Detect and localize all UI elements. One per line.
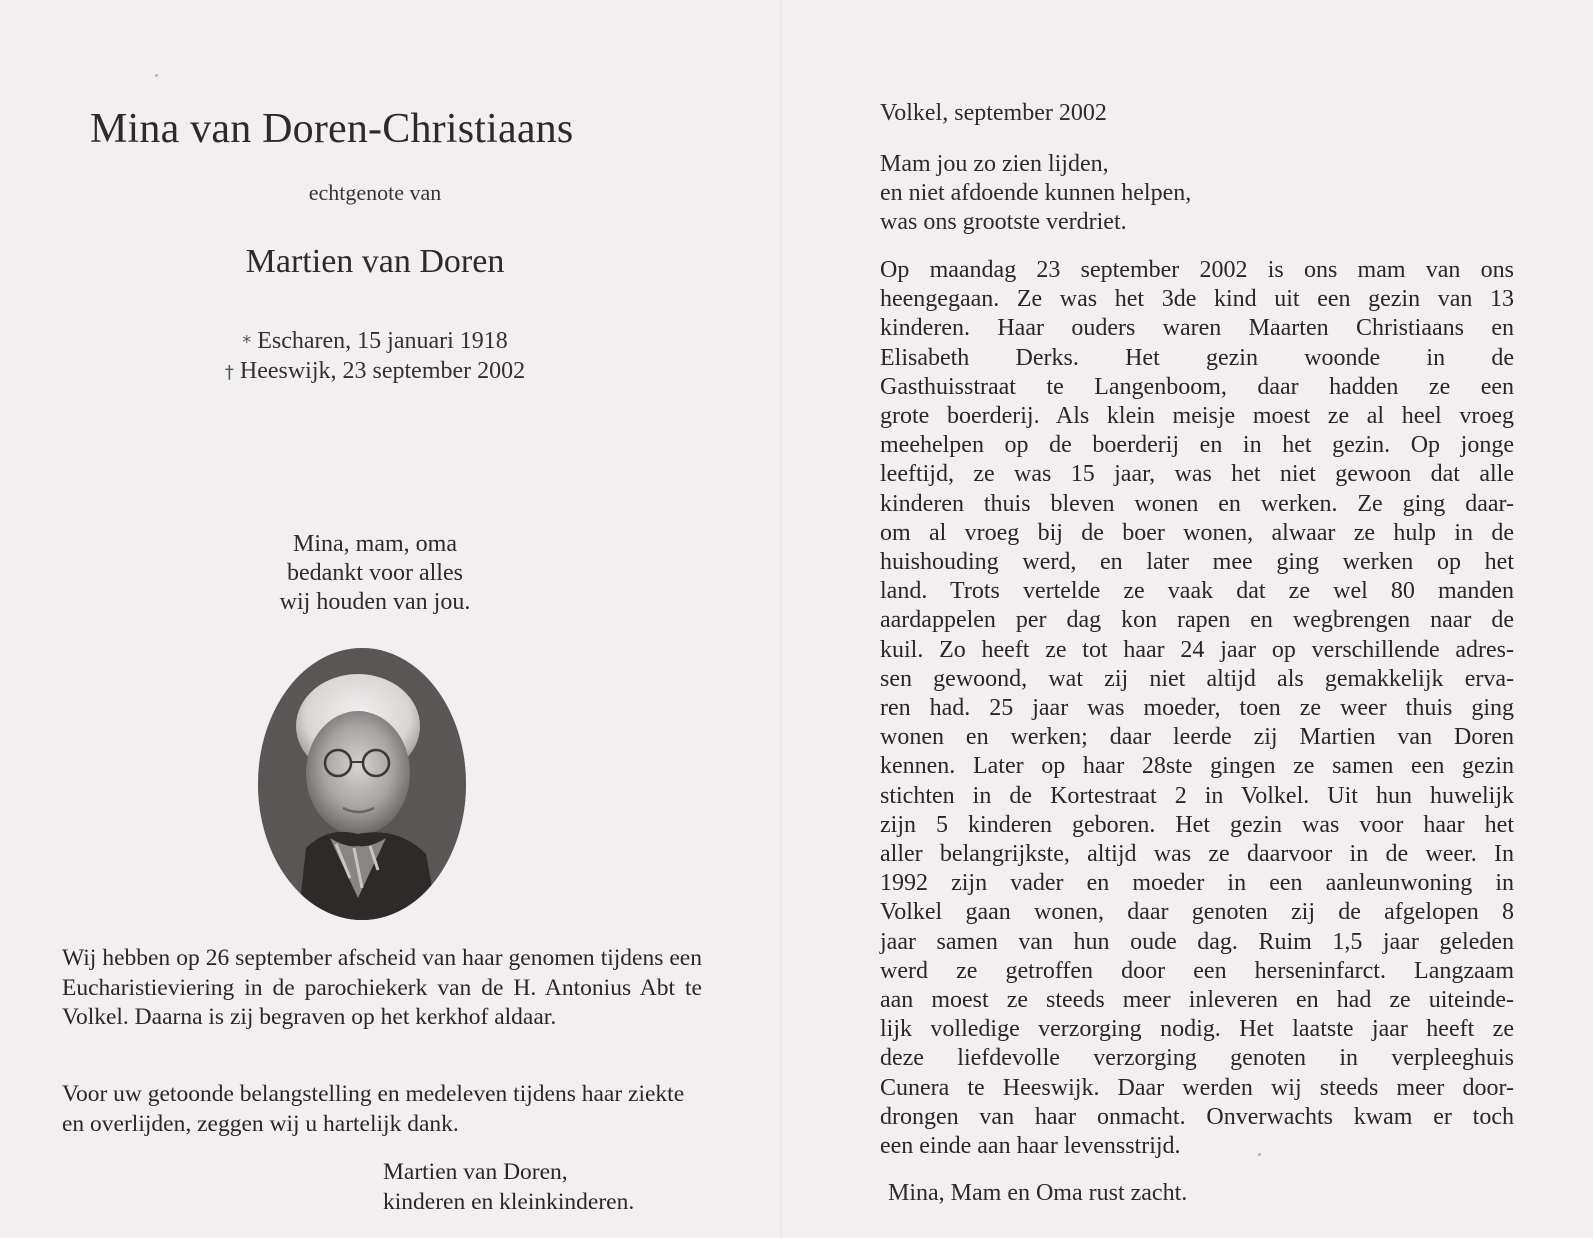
portrait-photo — [258, 648, 466, 920]
death-symbol: † — [224, 362, 234, 383]
story-line: Volkel gaan wonen, daar genoten zij de afgelopen 8 — [880, 899, 1514, 926]
story-line: drongen van haar onmacht. Onverwachts kwam er toch — [880, 1103, 1514, 1130]
story-line: kennen. Later op haar 28ste gingen ze samen een gezin — [880, 753, 1514, 780]
story-line: aan moest ze steeds meer inleveren en had ze uiteinde- — [880, 987, 1514, 1014]
story-line: grote boerderij. Als klein meisje moest ze al heel vroeg — [880, 403, 1514, 430]
story-line: Gasthuisstraat te Langenboom, daar hadden ze een — [880, 373, 1514, 400]
story-line: werd ze getroffen door een herseninfarct. Langzaam — [880, 957, 1514, 984]
story-line: land. Trots vertelde ze vaak dat ze wel 80 manden — [880, 578, 1514, 605]
story-line: wonen en werken; daar leerde zij Martien van Doren — [880, 724, 1514, 751]
story-line: huishouding werd, en later mee ging werken op het — [880, 549, 1514, 576]
closing-line: Mina, Mam en Oma rust zacht. — [888, 1180, 1188, 1206]
death-date: Heeswijk, 23 september 2002 — [239, 358, 526, 384]
story-line: leeftijd, ze was 15 jaar, was het niet gewoon dat alle — [880, 461, 1514, 488]
story-line: deze liefdevolle verzorging genoten in verpleeghuis — [880, 1045, 1514, 1072]
life-story — [880, 256, 1514, 1161]
right-poem — [880, 150, 1380, 237]
paper-speck — [155, 74, 158, 77]
story-line: meehelpen op de boerderij en in het gezin. Op jonge — [880, 432, 1514, 459]
story-line: kuil. Zo heeft ze tot haar 24 jaar op verschillende adres- — [880, 636, 1514, 663]
thanks-paragraph: Voor uw getoonde belangstelling en medeleven tijdens haar ziekte en overlijden, zeggen wij u hartelijk dank. — [62, 1081, 685, 1137]
birth-line — [0, 327, 750, 357]
spouse-name: Martien van Doren — [245, 243, 505, 280]
story-line: jaar samen van hun oude dag. Ruim 1,5 jaar geleden — [880, 928, 1514, 955]
story-line: om al vroeg bij de boer wonen, alwaar ze hulp in de — [880, 519, 1514, 546]
poem-line: Mina, mam, oma — [293, 531, 457, 557]
death-line — [0, 357, 750, 387]
signature-line: kinderen en kleinkinderen. — [383, 1188, 635, 1215]
story-line: een einde aan haar levensstrijd. — [880, 1133, 1181, 1160]
story-line: aardappelen per dag kon rapen en wegbrengen naar de — [880, 607, 1514, 634]
story-line: 1992 zijn vader en moeder in een aanleunwoning in — [880, 870, 1514, 897]
spouse-label: echtgenote van — [308, 180, 442, 205]
left-poem — [0, 530, 750, 617]
farewell-paragraph: Wij hebben op 26 september afscheid van haar genomen tijdens een Eucharistieviering in de parochiekerk van de H. Antonius Abt te Volkel. Daarna is zij begraven op het kerkhof aldaar. — [62, 945, 702, 1030]
poem-line: wij houden van jou. — [279, 589, 471, 615]
story-line: lijk volledige verzorging nodig. Het laatste jaar heeft ze — [880, 1016, 1514, 1043]
birth-date: Escharen, 15 januari 1918 — [257, 328, 508, 354]
story-line: heengegaan. Ze was het 3de kind uit een gezin van 13 — [880, 286, 1514, 313]
poem-line: was ons grootste verdriet. — [880, 209, 1127, 235]
story-line: Elisabeth Derks. Het gezin woonde in de — [880, 344, 1514, 371]
story-line: Op maandag 23 september 2002 is ons mam van ons — [880, 257, 1514, 283]
story-line: ren had. 25 jaar was moeder, toen ze weer thuis ging — [880, 695, 1514, 722]
story-line: kinderen. Haar ouders waren Maarten Christiaans en — [880, 315, 1514, 342]
right-panel — [800, 0, 1593, 1238]
left-panel — [0, 0, 770, 1238]
life-dates — [0, 327, 750, 387]
story-line: Cunera te Heeswijk. Daar werden wij steeds meer door- — [880, 1074, 1514, 1101]
paper-speck — [1258, 1153, 1261, 1156]
story-line: zijn 5 kinderen geboren. Het gezin was voor haar het — [880, 811, 1514, 838]
portrait-image — [258, 648, 466, 920]
poem-line: en niet afdoende kunnen helpen, — [880, 180, 1192, 206]
story-line: sen gewoond, wat zij niet altijd als gemakkelijk erva- — [880, 665, 1514, 692]
signature — [383, 1158, 723, 1217]
card-fold — [780, 0, 782, 1238]
story-line: kinderen thuis bleven wonen en werken. Ze ging daar- — [880, 490, 1514, 517]
poem-line: Mam jou zo zien lijden, — [880, 151, 1109, 177]
story-line: stichten in de Kortestraat 2 in Volkel. Uit hun huwelijk — [880, 782, 1514, 809]
place-date: Volkel, september 2002 — [880, 100, 1107, 126]
deceased-name: Mina van Doren-Christiaans — [90, 106, 574, 152]
signature-line: Martien van Doren, — [383, 1159, 568, 1185]
birth-symbol: * — [242, 332, 252, 353]
story-line: aller belangrijkste, altijd was ze daarvoor in de weer. In — [880, 841, 1514, 868]
poem-line: bedankt voor alles — [287, 560, 463, 586]
